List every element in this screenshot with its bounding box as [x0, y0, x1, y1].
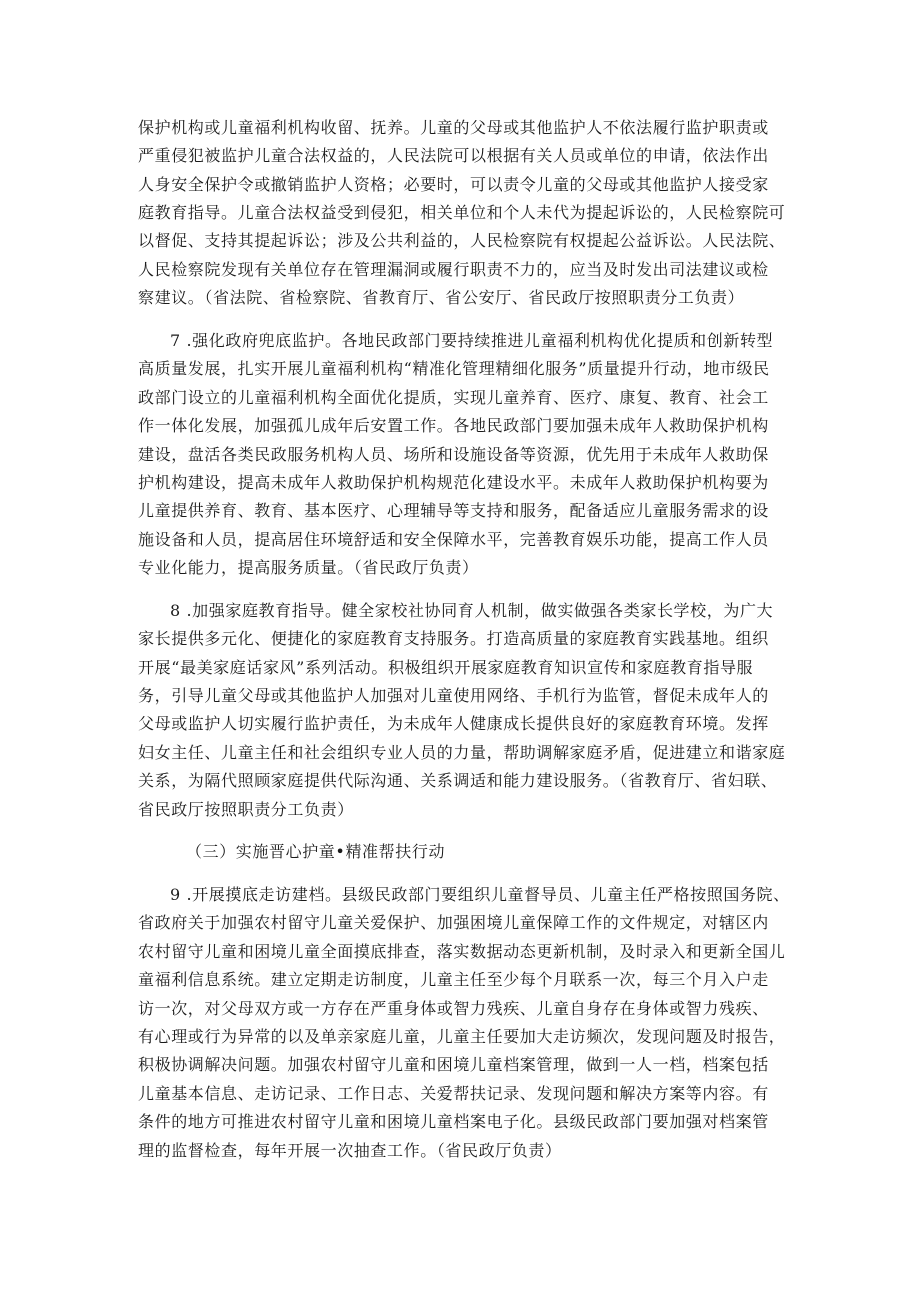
- text-line: 建设，盘活各类民政服务机构人员、场所和设施设备等资源，优先用于未成年人救助保: [138, 445, 769, 464]
- text-line: 开展“最美家庭话家风”系列活动。积极组织开展家庭教育知识宣传和家庭教育指导服: [138, 658, 754, 677]
- text-line: 庭教育指导。儿童合法权益受到侵犯，相关单位和个人未代为提起诉讼的，人民检察院可: [138, 203, 786, 222]
- text-line: 高质量发展，扎实开展儿童福利机构“精准化管理精细化服务”质量提升行动，地市级民: [138, 359, 770, 378]
- text-line: 9 .开展摸底走访建档。县级民政部门要组织儿童督导员、儿童主任严格按照国务院、: [170, 885, 790, 904]
- text-line: 务，引导儿童父母或其他监护人加强对儿童使用网络、手机行为监管，督促未成年人的: [138, 686, 769, 705]
- text-line: 童福利信息系统。建立定期走访制度，儿童主任至少每个月联系一次，每三个月入户走: [138, 970, 769, 989]
- text-line: 儿童基本信息、走访记录、工作日志、关爱帮扶记录、发现问题和解决方案等内容。有: [138, 1084, 769, 1103]
- text-line: 积极协调解决问题。加强农村留守儿童和困境儿童档案管理，做到一人一档，档案包括: [138, 1055, 769, 1074]
- text-line: 妇女主任、儿童主任和社会组织专业人员的力量，帮助调解家庭矛盾，促进建立和谐家庭: [138, 743, 786, 762]
- text-line: 有心理或行为异常的以及单亲家庭儿童，儿童主任要加大走访频次，发现问题及时报告，: [138, 1027, 786, 1046]
- text-line: 父母或监护人切实履行监护责任，为未成年人健康成长提供良好的家庭教育环境。发挥: [138, 714, 769, 733]
- section-heading: （三）实施晋心护童•精准帮扶行动: [186, 842, 446, 861]
- text-line: 农村留守儿童和困境儿童全面摸底排查，落实数据动态更新机制，及时录入和更新全国儿: [138, 942, 786, 961]
- text-line: 严重侵犯被监护儿童合法权益的，人民法院可以根据有关人员或单位的申请，依法作出: [138, 146, 769, 165]
- text-line: 访一次，对父母双方或一方存在严重身体或智力残疾、儿童自身存在身体或智力残疾、: [138, 999, 769, 1018]
- text-line: 儿童提供养育、教育、基本医疗、心理辅导等支持和服务，配备适应儿童服务需求的设: [138, 501, 769, 520]
- text-line: 作一体化发展，加强孤儿成年后安置工作。各地民政部门要加强未成年人救助保护机构: [138, 416, 769, 435]
- text-line: 人身安全保护令或撤销监护人资格；必要时，可以责令儿童的父母或其他监护人接受家: [138, 175, 769, 194]
- text-line: 理的监督检查，每年开展一次抽查工作。（省民政厅负责）: [138, 1141, 562, 1160]
- text-line: 关系，为隔代照顾家庭提供代际沟通、关系调适和能力建设服务。（省教育厅、省妇联、: [138, 771, 778, 790]
- text-line: 省政府关于加强农村留守儿童关爱保护、加强困境儿童保障工作的文件规定，对辖区内: [138, 913, 769, 932]
- text-line: 家长提供多元化、便捷化的家庭教育支持服务。打造高质量的家庭教育实践基地。组织: [138, 629, 769, 648]
- text-line: 政部门设立的儿童福利机构全面优化提质，实现儿童养育、医疗、康复、教育、社会工: [138, 388, 769, 407]
- text-line: 护机构建设，提高未成年人救助保护机构规范化建设水平。未成年人救助保护机构要为: [138, 473, 769, 492]
- text-line: 以督促、支持其提起诉讼；涉及公共利益的，人民检察院有权提起公益诉讼。人民法院、: [138, 231, 786, 250]
- text-line: 专业化能力，提高服务质量。（省民政厅负责）: [138, 558, 479, 577]
- text-line: 条件的地方可推进农村留守儿童和困境儿童档案电子化。县级民政部门要加强对档案管: [138, 1112, 769, 1131]
- text-line: 施设备和人员，提高居住环境舒适和安全保障水平，完善教育娱乐功能，提高工作人员: [138, 530, 769, 549]
- text-line: 省民政厅按照职责分工负责）: [138, 800, 354, 819]
- text-line: 8 .加强家庭教育指导。健全家校社协同育人机制，做实做强各类家长学校，为广大: [170, 601, 774, 620]
- text-line: 7 .强化政府兜底监护。各地民政部门要持续推进儿童福利机构优化提质和创新转型: [170, 331, 774, 350]
- text-line: 人民检察院发现有关单位存在管理漏洞或履行职责不力的，应当及时发出司法建议或检: [138, 260, 769, 279]
- text-line: 保护机构或儿童福利机构收留、抚养。儿童的父母或其他监护人不依法履行监护职责或: [138, 118, 769, 137]
- text-line: 察建议。（省法院、省检察院、省教育厅、省公安厅、省民政厅按照职责分工负责）: [138, 288, 745, 307]
